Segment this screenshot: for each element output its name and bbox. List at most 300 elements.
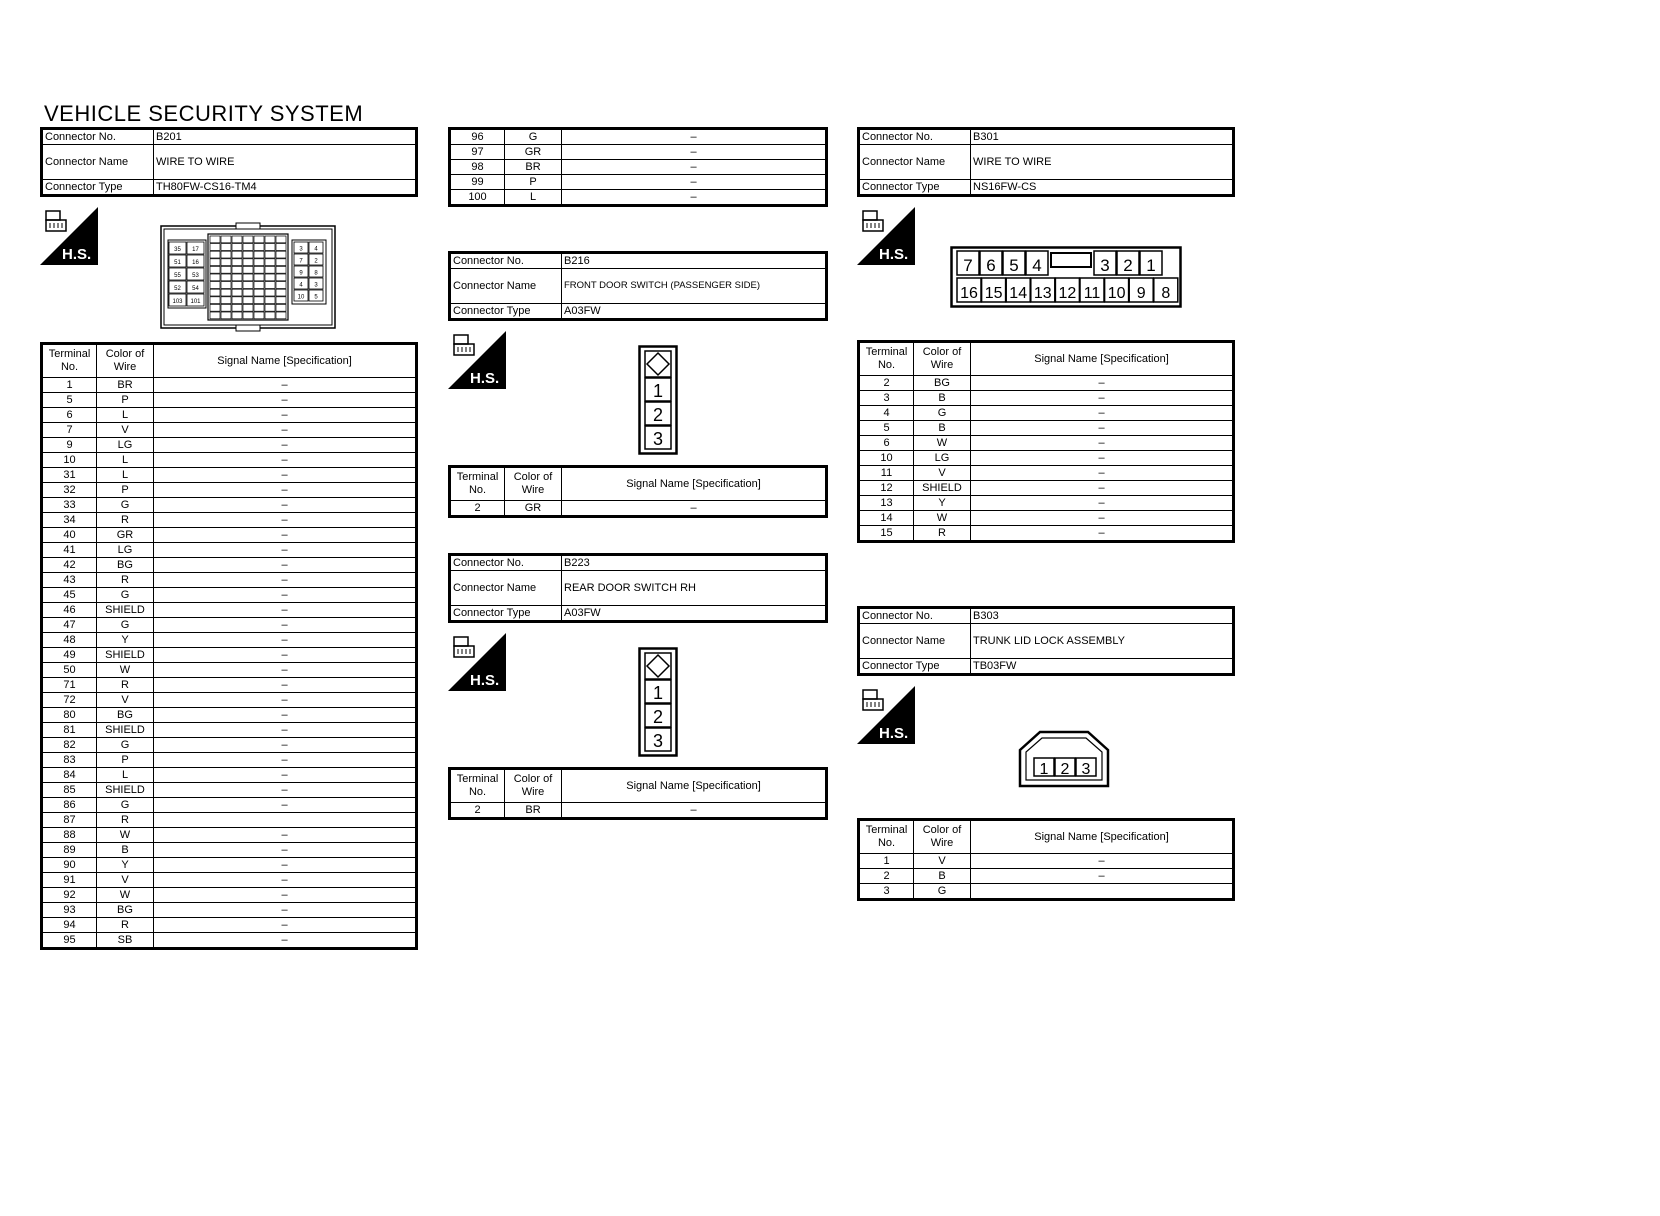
pin-cavity bbox=[254, 304, 264, 311]
terminal-no-cell: 3 bbox=[859, 391, 914, 406]
table-row bbox=[859, 511, 1234, 526]
key-slot bbox=[1051, 253, 1091, 267]
pin-label: 12 bbox=[1058, 285, 1077, 302]
signal-name-header: Signal Name [Specification] bbox=[562, 769, 827, 803]
wire-color-cell: SHIELD bbox=[97, 648, 154, 663]
signal-name-cell: – bbox=[154, 498, 417, 513]
pin-label: 4 bbox=[314, 246, 318, 253]
connector-type-label: Connector Type bbox=[450, 304, 562, 320]
hs-icon-text: H.S. bbox=[879, 725, 909, 742]
table-row bbox=[42, 378, 417, 393]
hs-icon-text: H.S. bbox=[879, 246, 909, 263]
pin-cavity bbox=[232, 266, 242, 273]
pin-label: 10 bbox=[1107, 285, 1126, 302]
terminal-no-cell: 15 bbox=[859, 526, 914, 542]
pin-label: 8 bbox=[314, 270, 318, 277]
signal-name-cell: – bbox=[154, 708, 417, 723]
pin-label: 3 bbox=[314, 282, 318, 289]
pin-cavity bbox=[276, 289, 286, 296]
signal-name-cell: – bbox=[971, 466, 1234, 481]
terminal-no-cell: 81 bbox=[42, 723, 97, 738]
wire-color-cell: L bbox=[97, 468, 154, 483]
pin-cavity bbox=[210, 266, 220, 273]
pin-label: 7 bbox=[299, 258, 303, 265]
table-row bbox=[42, 708, 417, 723]
pin-label: 9 bbox=[1136, 285, 1146, 302]
pin-label: 51 bbox=[174, 260, 181, 266]
table-row bbox=[859, 854, 1234, 869]
signal-name-cell: – bbox=[971, 451, 1234, 466]
terminal-no-cell: 83 bbox=[42, 753, 97, 768]
table-row bbox=[450, 803, 827, 819]
wire-color-cell: L bbox=[97, 453, 154, 468]
table-row bbox=[42, 543, 417, 558]
connector-name-label: Connector Name bbox=[450, 269, 562, 304]
b223-info-table bbox=[448, 553, 828, 623]
terminal-no-cell: 90 bbox=[42, 858, 97, 873]
signal-name-cell: – bbox=[971, 869, 1234, 884]
pin-cavity bbox=[232, 244, 242, 251]
pin-cavity bbox=[276, 304, 286, 311]
wire-color-cell: G bbox=[505, 129, 562, 145]
pin-cavity bbox=[254, 282, 264, 289]
table-row bbox=[42, 798, 417, 813]
terminal-no-cell: 2 bbox=[450, 501, 505, 517]
pin-cavity bbox=[276, 266, 286, 273]
signal-name-cell: – bbox=[154, 753, 417, 768]
terminal-no-cell: 2 bbox=[859, 376, 914, 391]
wire-color-cell: P bbox=[97, 393, 154, 408]
terminal-no-cell: 93 bbox=[42, 903, 97, 918]
table-row bbox=[42, 618, 417, 633]
table-row bbox=[42, 693, 417, 708]
pin-label: 2 bbox=[652, 405, 664, 425]
terminal-no-cell: 10 bbox=[859, 451, 914, 466]
table-row bbox=[42, 468, 417, 483]
table-row bbox=[859, 451, 1234, 466]
wire-color-cell: B bbox=[914, 391, 971, 406]
hs-connector-icon bbox=[857, 207, 915, 265]
pin-cavity bbox=[265, 274, 275, 281]
pin-cavity bbox=[221, 297, 231, 304]
pin-cavity bbox=[232, 259, 242, 266]
wire-color-cell: W bbox=[914, 436, 971, 451]
table-row bbox=[42, 843, 417, 858]
pin-cavity bbox=[243, 274, 253, 281]
terminal-no-cell: 10 bbox=[42, 453, 97, 468]
pin-cavity bbox=[210, 282, 220, 289]
pin-cavity bbox=[276, 312, 286, 319]
terminal-no-cell: 33 bbox=[42, 498, 97, 513]
terminal-no-cell: 50 bbox=[42, 663, 97, 678]
table-row bbox=[859, 376, 1234, 391]
terminal-no-cell: 94 bbox=[42, 918, 97, 933]
connector-name-value: TRUNK LID LOCK ASSEMBLY bbox=[971, 624, 1234, 659]
pin-label: 2 bbox=[652, 707, 664, 727]
pin-cavity bbox=[276, 244, 286, 251]
b216-terminal-table bbox=[448, 465, 828, 518]
table-row bbox=[859, 466, 1234, 481]
connector-no-label: Connector No. bbox=[450, 253, 562, 269]
wire-color-cell: GR bbox=[97, 528, 154, 543]
pin-cavity bbox=[221, 251, 231, 258]
terminal-no-cell: 100 bbox=[450, 190, 505, 206]
b201-terminal-table bbox=[40, 342, 418, 950]
signal-name-cell: – bbox=[562, 145, 827, 160]
table-row bbox=[859, 496, 1234, 511]
terminal-no-cell: 71 bbox=[42, 678, 97, 693]
signal-name-cell: – bbox=[154, 768, 417, 783]
terminal-no-cell: 86 bbox=[42, 798, 97, 813]
wire-color-cell: V bbox=[97, 423, 154, 438]
signal-name-cell: – bbox=[154, 888, 417, 903]
pin-cavity bbox=[243, 312, 253, 319]
signal-name-cell: – bbox=[971, 436, 1234, 451]
pin-cavity bbox=[254, 289, 264, 296]
wire-color-cell: SHIELD bbox=[97, 603, 154, 618]
pin-label: 1 bbox=[652, 381, 664, 401]
pin-label: 11 bbox=[1083, 285, 1101, 302]
table-row bbox=[450, 501, 827, 517]
pin-label: 53 bbox=[192, 273, 199, 279]
wire-color-cell: SB bbox=[97, 933, 154, 949]
terminal-no-cell: 91 bbox=[42, 873, 97, 888]
wire-color-cell: BR bbox=[97, 378, 154, 393]
connector-type-label: Connector Type bbox=[450, 606, 562, 622]
wire-color-cell: GR bbox=[505, 145, 562, 160]
terminal-no-cell: 13 bbox=[859, 496, 914, 511]
pin-cavity bbox=[243, 251, 253, 258]
table-row bbox=[42, 753, 417, 768]
pin-cavity bbox=[276, 282, 286, 289]
pin-label: 16 bbox=[960, 285, 978, 302]
pin-cavity bbox=[210, 297, 220, 304]
table-row bbox=[859, 436, 1234, 451]
hs-connector-icon bbox=[40, 207, 98, 265]
signal-name-cell: – bbox=[154, 423, 417, 438]
signal-name-cell bbox=[154, 813, 417, 828]
connector-name-label: Connector Name bbox=[450, 571, 562, 606]
connector-no-label: Connector No. bbox=[450, 555, 562, 571]
hs-icon-text: H.S. bbox=[470, 370, 500, 387]
table-row bbox=[450, 145, 827, 160]
terminal-no-cell: 32 bbox=[42, 483, 97, 498]
pin-cavity bbox=[254, 297, 264, 304]
terminal-no-cell: 12 bbox=[859, 481, 914, 496]
signal-name-cell: – bbox=[154, 783, 417, 798]
b201-connector-face bbox=[160, 222, 336, 332]
signal-name-cell: – bbox=[154, 933, 417, 949]
pin-cavity bbox=[210, 244, 220, 251]
pin-cavity bbox=[221, 274, 231, 281]
wire-color-cell: R bbox=[97, 513, 154, 528]
signal-name-cell: – bbox=[154, 573, 417, 588]
signal-name-header: Signal Name [Specification] bbox=[154, 344, 417, 378]
wire-color-cell: BG bbox=[97, 708, 154, 723]
signal-name-cell: – bbox=[154, 453, 417, 468]
terminal-no-header: Terminal No. bbox=[42, 344, 97, 378]
pin-label: 103 bbox=[172, 299, 183, 305]
wire-color-cell: R bbox=[914, 526, 971, 542]
wire-color-cell: G bbox=[97, 738, 154, 753]
table-row bbox=[859, 391, 1234, 406]
pin-label: 4 bbox=[1032, 256, 1042, 275]
table-row bbox=[450, 160, 827, 175]
connector-type-label: Connector Type bbox=[42, 180, 154, 196]
signal-name-cell: – bbox=[562, 501, 827, 517]
pin-label: 3 bbox=[652, 731, 664, 751]
terminal-no-cell: 45 bbox=[42, 588, 97, 603]
pin-cavity bbox=[243, 236, 253, 243]
pin-cavity bbox=[276, 274, 286, 281]
pin-cavity bbox=[276, 297, 286, 304]
pin-label: 14 bbox=[1009, 285, 1028, 302]
wire-color-cell: V bbox=[97, 873, 154, 888]
signal-name-cell: – bbox=[154, 828, 417, 843]
signal-name-header: Signal Name [Specification] bbox=[971, 342, 1234, 376]
signal-name-cell: – bbox=[154, 738, 417, 753]
hs-connector-icon bbox=[448, 331, 506, 389]
terminal-no-cell: 96 bbox=[450, 129, 505, 145]
connector-type-value: NS16FW-CS bbox=[971, 180, 1234, 196]
table-row bbox=[42, 393, 417, 408]
signal-name-cell: – bbox=[562, 129, 827, 145]
signal-name-cell: – bbox=[971, 526, 1234, 542]
wire-color-cell: Y bbox=[914, 496, 971, 511]
terminal-no-cell: 7 bbox=[42, 423, 97, 438]
b201-info-table bbox=[40, 127, 418, 197]
color-of-wire-header: Color of Wire bbox=[97, 344, 154, 378]
pin-cavity bbox=[210, 312, 220, 319]
b303-info-table bbox=[857, 606, 1235, 676]
signal-name-cell: – bbox=[971, 481, 1234, 496]
wire-color-cell: SHIELD bbox=[914, 481, 971, 496]
wire-color-cell: P bbox=[97, 483, 154, 498]
b301-connector-face bbox=[950, 246, 1182, 308]
terminal-no-header: Terminal No. bbox=[450, 467, 505, 501]
pin-cavity bbox=[210, 289, 220, 296]
table-row bbox=[42, 573, 417, 588]
b301-info-table bbox=[857, 127, 1235, 197]
hs-icon-text: H.S. bbox=[62, 246, 92, 263]
table-row bbox=[859, 421, 1234, 436]
pin-label: 4 bbox=[299, 282, 303, 289]
signal-name-cell: – bbox=[154, 633, 417, 648]
pin-label: 2 bbox=[1060, 761, 1070, 778]
connector-name-value: WIRE TO WIRE bbox=[154, 145, 417, 180]
wire-color-cell: W bbox=[97, 888, 154, 903]
wire-color-cell: LG bbox=[97, 543, 154, 558]
pin-cavity bbox=[210, 259, 220, 266]
pin-cavity bbox=[243, 266, 253, 273]
signal-name-cell: – bbox=[154, 543, 417, 558]
pin-cavity bbox=[221, 282, 231, 289]
terminal-no-cell: 41 bbox=[42, 543, 97, 558]
pin-cavity bbox=[210, 251, 220, 258]
signal-name-cell: – bbox=[971, 854, 1234, 869]
terminal-no-header: Terminal No. bbox=[859, 820, 914, 854]
wire-color-cell: G bbox=[97, 618, 154, 633]
signal-name-cell: – bbox=[971, 391, 1234, 406]
signal-name-cell: – bbox=[154, 558, 417, 573]
table-row bbox=[42, 438, 417, 453]
table-row bbox=[42, 483, 417, 498]
pin-cavity bbox=[265, 304, 275, 311]
terminal-no-cell: 87 bbox=[42, 813, 97, 828]
table-row bbox=[859, 406, 1234, 421]
wire-color-cell: L bbox=[97, 408, 154, 423]
pin-cavity bbox=[265, 251, 275, 258]
signal-name-header: Signal Name [Specification] bbox=[971, 820, 1234, 854]
terminal-no-cell: 5 bbox=[42, 393, 97, 408]
connector-name-label: Connector Name bbox=[42, 145, 154, 180]
pin-cavity bbox=[232, 274, 242, 281]
table-row bbox=[42, 453, 417, 468]
pin-label: 3 bbox=[652, 429, 664, 449]
terminal-no-cell: 6 bbox=[859, 436, 914, 451]
connector-type-value: TB03FW bbox=[971, 659, 1234, 675]
terminal-no-cell: 95 bbox=[42, 933, 97, 949]
pin-cavity bbox=[276, 259, 286, 266]
pin-cavity bbox=[243, 289, 253, 296]
pin-label: 2 bbox=[314, 258, 318, 265]
signal-name-cell: – bbox=[154, 693, 417, 708]
table-row bbox=[859, 869, 1234, 884]
hs-connector-icon bbox=[857, 686, 915, 744]
pin-cavity bbox=[221, 244, 231, 251]
pin-cavity bbox=[243, 282, 253, 289]
wire-color-cell: W bbox=[97, 663, 154, 678]
pin-label: 16 bbox=[192, 260, 199, 266]
signal-name-cell: – bbox=[154, 513, 417, 528]
wire-color-cell: G bbox=[914, 406, 971, 421]
signal-name-cell bbox=[971, 884, 1234, 900]
signal-name-cell: – bbox=[154, 393, 417, 408]
connector-type-label: Connector Type bbox=[859, 180, 971, 196]
pin-label: 9 bbox=[299, 270, 303, 277]
pin-cavity bbox=[265, 297, 275, 304]
terminal-no-cell: 3 bbox=[859, 884, 914, 900]
pin-label: 54 bbox=[192, 286, 199, 292]
terminal-no-cell: 98 bbox=[450, 160, 505, 175]
wire-color-cell: SHIELD bbox=[97, 783, 154, 798]
signal-name-cell: – bbox=[154, 468, 417, 483]
wire-color-cell: BG bbox=[97, 558, 154, 573]
terminal-no-header: Terminal No. bbox=[859, 342, 914, 376]
table-row bbox=[42, 858, 417, 873]
signal-name-cell: – bbox=[971, 421, 1234, 436]
terminal-no-cell: 31 bbox=[42, 468, 97, 483]
hs-icon-text: H.S. bbox=[470, 672, 500, 689]
wire-color-cell: B bbox=[914, 869, 971, 884]
connector-name-label: Connector Name bbox=[859, 624, 971, 659]
terminal-no-cell: 47 bbox=[42, 618, 97, 633]
signal-name-cell: – bbox=[154, 663, 417, 678]
terminal-no-cell: 5 bbox=[859, 421, 914, 436]
signal-name-cell: – bbox=[154, 918, 417, 933]
wire-color-cell: W bbox=[914, 511, 971, 526]
wire-color-cell: G bbox=[914, 884, 971, 900]
b216-connector-face bbox=[638, 345, 678, 455]
table-row bbox=[42, 768, 417, 783]
terminal-no-cell: 97 bbox=[450, 145, 505, 160]
table-row bbox=[42, 663, 417, 678]
wire-color-cell: BG bbox=[914, 376, 971, 391]
connector-name-value: WIRE TO WIRE bbox=[971, 145, 1234, 180]
connector-no-value: B223 bbox=[562, 555, 827, 571]
table-row bbox=[42, 603, 417, 618]
wire-color-cell: Y bbox=[97, 858, 154, 873]
terminal-no-cell: 43 bbox=[42, 573, 97, 588]
wire-color-cell: P bbox=[97, 753, 154, 768]
pin-label: 52 bbox=[174, 286, 181, 292]
table-row bbox=[42, 513, 417, 528]
table-row bbox=[42, 738, 417, 753]
pin-cavity bbox=[210, 236, 220, 243]
connector-name-value: FRONT DOOR SWITCH (PASSENGER SIDE) bbox=[562, 269, 827, 304]
table-row bbox=[450, 190, 827, 206]
pin-cavity bbox=[254, 251, 264, 258]
pin-cavity bbox=[243, 304, 253, 311]
pin-cavity bbox=[210, 304, 220, 311]
terminal-no-cell: 2 bbox=[859, 869, 914, 884]
hs-connector-icon bbox=[448, 633, 506, 691]
pin-label: 1 bbox=[1039, 761, 1049, 778]
signal-name-cell: – bbox=[562, 160, 827, 175]
pin-cavity bbox=[254, 244, 264, 251]
color-of-wire-header: Color of Wire bbox=[914, 342, 971, 376]
table-row bbox=[42, 633, 417, 648]
pin-label: 10 bbox=[297, 294, 305, 301]
pin-cavity bbox=[254, 274, 264, 281]
pin-label: 101 bbox=[190, 299, 201, 305]
pin-label: 5 bbox=[314, 294, 318, 301]
signal-name-cell: – bbox=[971, 406, 1234, 421]
table-row bbox=[42, 528, 417, 543]
b223-connector-face bbox=[638, 647, 678, 757]
color-of-wire-header: Color of Wire bbox=[505, 467, 562, 501]
table-row bbox=[42, 648, 417, 663]
terminal-no-cell: 82 bbox=[42, 738, 97, 753]
signal-name-cell: – bbox=[562, 803, 827, 819]
table-row bbox=[42, 423, 417, 438]
pin-cavity bbox=[265, 289, 275, 296]
color-of-wire-header: Color of Wire bbox=[914, 820, 971, 854]
wire-color-cell: V bbox=[914, 854, 971, 869]
table-row bbox=[42, 783, 417, 798]
wire-color-cell: G bbox=[97, 798, 154, 813]
pin-label: 17 bbox=[192, 247, 199, 253]
pin-label: 2 bbox=[1123, 256, 1133, 275]
wire-color-cell: R bbox=[97, 918, 154, 933]
pin-cavity bbox=[232, 304, 242, 311]
table-row bbox=[859, 481, 1234, 496]
connector-name-value: REAR DOOR SWITCH RH bbox=[562, 571, 827, 606]
table-row bbox=[42, 873, 417, 888]
page-title: VEHICLE SECURITY SYSTEM bbox=[44, 101, 364, 126]
b223-terminal-table bbox=[448, 767, 828, 820]
pin-cavity bbox=[254, 266, 264, 273]
table-row bbox=[450, 129, 827, 145]
table-row bbox=[42, 918, 417, 933]
connector-no-value: B301 bbox=[971, 129, 1234, 145]
wire-color-cell: BG bbox=[97, 903, 154, 918]
pin-cavity bbox=[232, 251, 242, 258]
wire-color-cell: LG bbox=[97, 438, 154, 453]
table-row bbox=[42, 933, 417, 949]
connector-no-label: Connector No. bbox=[859, 129, 971, 145]
table-row bbox=[42, 678, 417, 693]
